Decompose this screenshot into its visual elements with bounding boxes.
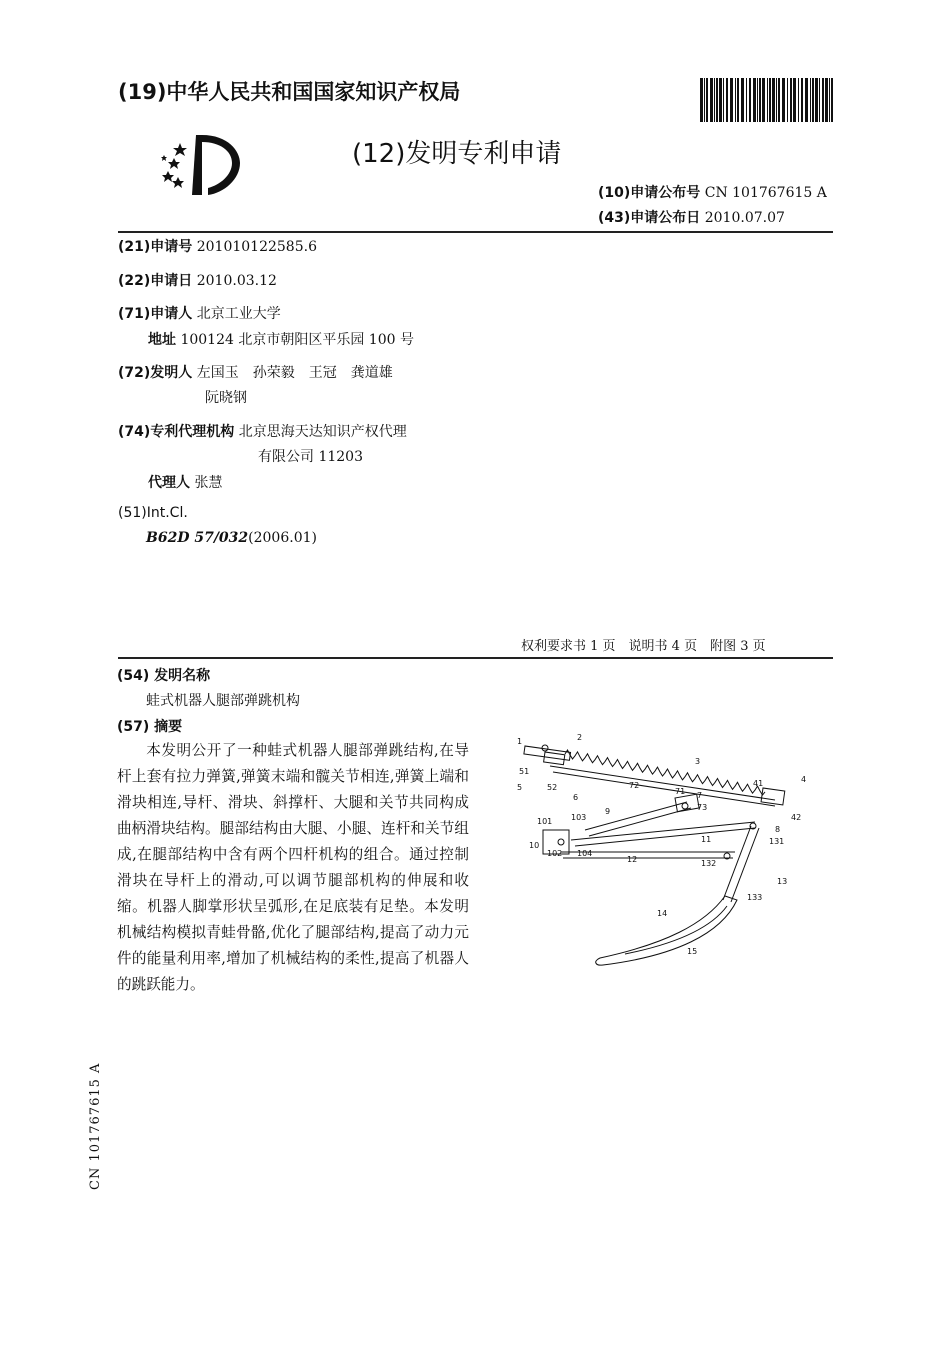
publication-number-row [598, 182, 827, 202]
address-field [148, 329, 414, 349]
publication-number: CN 101767615 A [704, 185, 827, 201]
ipc-version: (2006.01) [248, 530, 317, 546]
figure-label-103: 103 [571, 813, 587, 822]
address-label: 地址 [148, 332, 176, 348]
agency-line-1: 北京思海天达知识产权代理 [238, 424, 407, 440]
inventors-field [118, 362, 393, 382]
figure-label-131: 131 [769, 837, 785, 846]
barcode-bar [819, 78, 820, 122]
barcode-bar [812, 78, 814, 122]
abstract-text: 本发明公开了一种蛙式机器人腿部弹跳结构,在导杆上套有拉力弹簧,弹簧末端和髋关节相连,弹簧上端和滑块相连,导杆、滑块、斜撑杆、大腿和关节共同构成曲柄滑块结构。腿部结构由大腿、小腿、连杆和关节组成,在腿部结构中含有两个四杆机构的组合。通过控制滑块在导杆上的滑动,可以调节腿部机构的伸展和收缩。机器人脚掌形状呈弧形,在足底装有足垫。本发明机械结构模拟青蛙骨骼,优化了腿部结构,提高了动力元件的能量利用率,增加了机械结构的柔性,提高了机器人的跳跃能力。 [117, 742, 469, 993]
filing-date-label: (22)申请日 [118, 273, 193, 289]
filing-date-field [118, 270, 277, 290]
figure-label-4: 4 [801, 775, 807, 784]
barcode-bar [716, 78, 718, 122]
figure-label-42: 42 [791, 813, 802, 822]
application-number: 201010122585.6 [196, 239, 317, 255]
document-type: (12)发明专利申请 [352, 139, 562, 169]
agency-field [118, 421, 407, 441]
figure-label-133: 133 [747, 893, 763, 902]
applicant: 北京工业大学 [196, 306, 281, 322]
figure-label-41: 41 [753, 779, 764, 788]
publication-date: 2010.07.07 [704, 210, 785, 226]
barcode-bar [769, 78, 771, 122]
figure-label-10: 10 [529, 841, 540, 850]
barcode-bar [801, 78, 803, 122]
applicant-label: (71)申请人 [118, 306, 193, 322]
mechanism-figure [505, 730, 825, 970]
ipc-code: B62D 57/032 [146, 530, 249, 546]
publication-date-row [598, 207, 785, 227]
barcode-bar [706, 78, 708, 122]
barcode-bar [759, 78, 761, 122]
barcode-bar [810, 78, 811, 122]
ipc-label: (51)Int.Cl. [118, 505, 188, 521]
inventors-line-2: 阮晓钢 [205, 390, 247, 406]
figure-label-13: 13 [777, 877, 788, 886]
figure-label-1: 1 [517, 737, 523, 746]
figure-label-101: 101 [537, 817, 553, 826]
figure-label-11: 11 [701, 835, 712, 844]
figure-label-73: 73 [697, 803, 708, 812]
barcode-bar [782, 78, 785, 122]
inventors-label: (72)发明人 [118, 365, 193, 381]
barcode-bar [805, 78, 808, 122]
figure-label-12: 12 [627, 855, 638, 864]
figure-label-51: 51 [519, 767, 530, 776]
barcode-bar [798, 78, 799, 122]
publication-date-label: (43)申请公布日 [598, 210, 701, 226]
page-counts: 权利要求书 1 页 说明书 4 页 附图 3 页 [521, 639, 766, 654]
barcode-bar [719, 78, 722, 122]
side-publication-code: CN 101767615 A [88, 1062, 103, 1190]
application-number-field [118, 236, 317, 256]
header-divider [118, 231, 833, 233]
figure-label-3: 3 [695, 757, 701, 766]
barcode-bar [757, 78, 758, 122]
address: 100124 北京市朝阳区平乐园 100 号 [180, 332, 414, 348]
barcode-bar [710, 78, 713, 122]
barcode-bar [737, 78, 739, 122]
barcode-bar [829, 78, 830, 122]
barcode-bar [726, 78, 728, 122]
barcode-bar [825, 78, 828, 122]
figure-label-71: 71 [675, 787, 686, 796]
barcode-bar [746, 78, 747, 122]
barcode-bar [714, 78, 715, 122]
barcode-bar [741, 78, 744, 122]
barcode-bar [793, 78, 796, 122]
barcode-bar [762, 78, 765, 122]
ipc-field [146, 530, 317, 546]
agent: 张慧 [194, 475, 223, 491]
barcode-bar [749, 78, 751, 122]
barcode-bar [815, 78, 818, 122]
figure-label-102: 102 [547, 849, 563, 858]
agent-label: 代理人 [148, 475, 190, 491]
barcode-icon [700, 78, 835, 122]
title-label: (54) 发明名称 [117, 668, 211, 684]
barcode-bar [723, 78, 724, 122]
figure-label-52: 52 [547, 783, 558, 792]
figure-label-7: 7 [697, 791, 703, 800]
figure-label-9: 9 [605, 807, 611, 816]
barcode-bar [704, 78, 705, 122]
barcode-bar [787, 78, 788, 122]
agency-label: (74)专利代理机构 [118, 424, 235, 440]
section-divider [118, 657, 833, 659]
barcode-bar [822, 78, 824, 122]
filing-date: 2010.03.12 [196, 273, 277, 289]
figure-label-72: 72 [629, 781, 640, 790]
figure-label-104: 104 [577, 849, 593, 858]
figure-label-6: 6 [573, 793, 579, 802]
invention-title: 蛙式机器人腿部弹跳机构 [146, 693, 300, 709]
barcode-bar [753, 78, 756, 122]
barcode-bar [778, 78, 780, 122]
agent-field [148, 472, 222, 492]
barcode-bar [831, 78, 833, 122]
figure-label-5: 5 [517, 783, 523, 792]
inventors-line-1: 左国玉 孙荣毅 王冠 龚道雄 [196, 365, 393, 381]
applicant-field [118, 303, 281, 323]
figure-label-2: 2 [577, 733, 583, 742]
barcode-bar [730, 78, 733, 122]
publication-number-label: (10)申请公布号 [598, 185, 701, 201]
figure-label-15: 15 [687, 947, 698, 956]
barcode-bar [735, 78, 736, 122]
figure-label-14: 14 [657, 909, 668, 918]
barcode-bar [767, 78, 768, 122]
figure-label-8: 8 [775, 825, 781, 834]
barcode-bar [776, 78, 777, 122]
office-name: (19)中华人民共和国国家知识产权局 [118, 80, 461, 104]
barcode-bar [772, 78, 775, 122]
figure-label-132: 132 [701, 859, 717, 868]
agency-line-2: 有限公司 11203 [258, 449, 363, 465]
abstract-label: (57) 摘要 [117, 719, 183, 735]
cnipa-logo-icon [158, 133, 240, 197]
application-number-label: (21)申请号 [118, 239, 193, 255]
barcode-bar [700, 78, 703, 122]
barcode-bar [790, 78, 792, 122]
